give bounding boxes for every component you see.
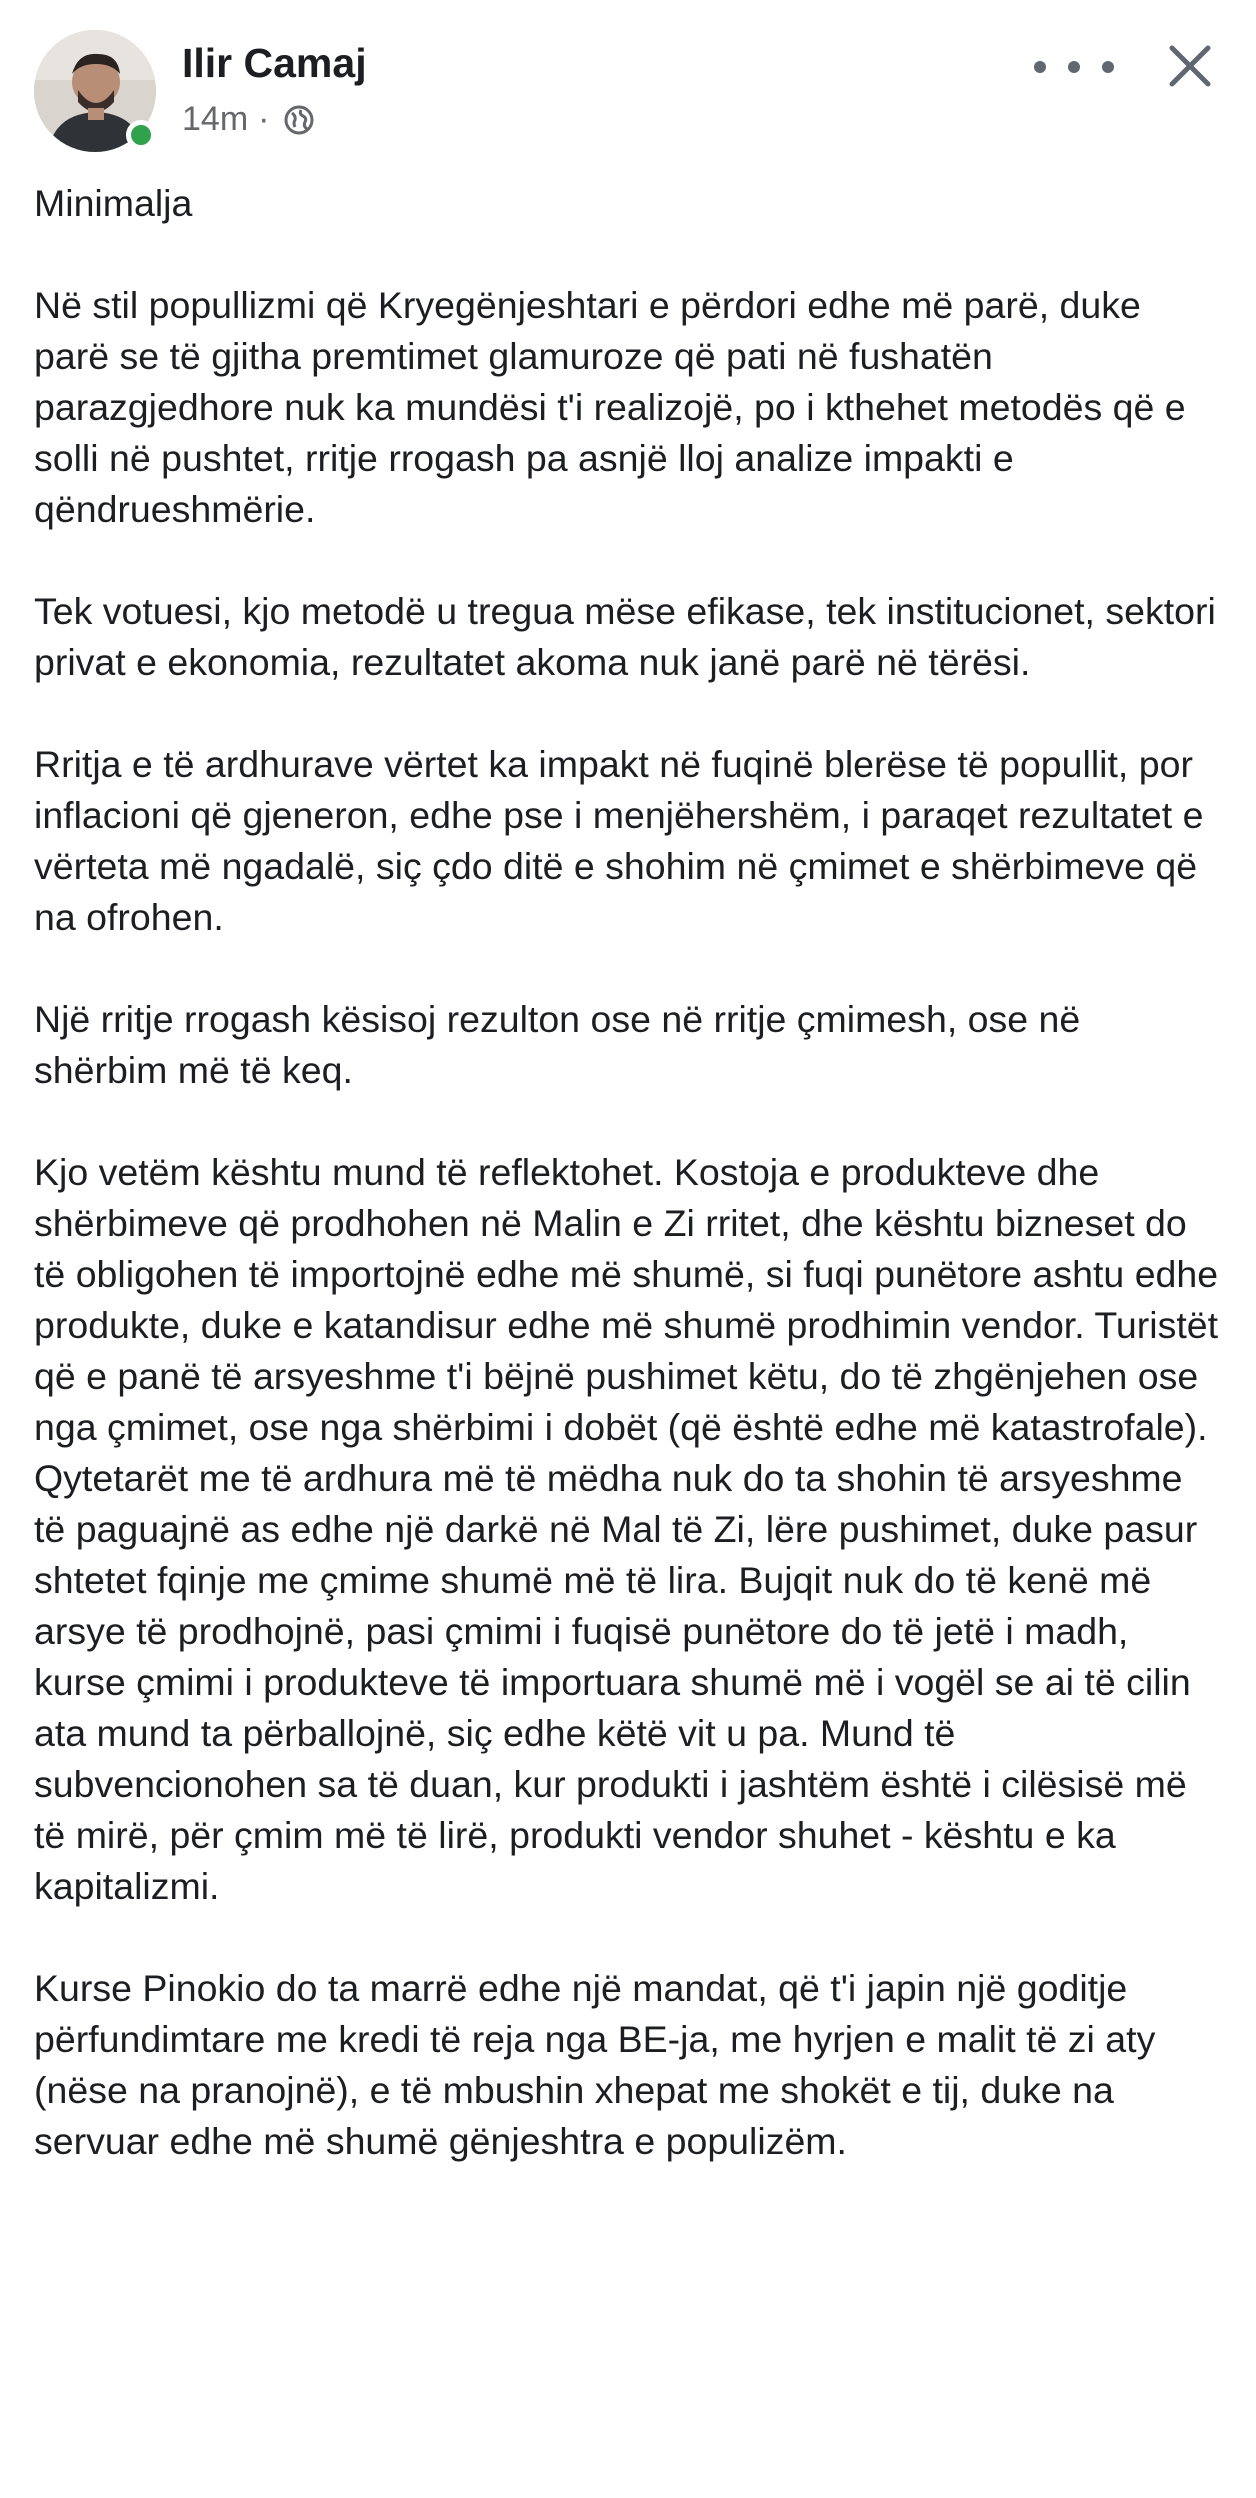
- post-paragraph: Kjo vetëm kështu mund të reflektohet. Kostoja e produkteve dhe shërbimeve që prodhohen në Malin e Zi rritet, dhe kështu bizneset do të obligohen të importojnë edhe më shumë, si fuqi punëtore ashtu edhe produkte, duke e katandisur edhe më shumë prodhimin vendor. Turistët që e panë të arsyeshme t'i bëjnë pushimet këtu, do të zhgënjehen ose nga çmimet, ose nga shërbimi i dobët (që është edhe më katastrofale). Qytetarët me të ardhura më të mëdha nuk do ta shohin të arsyeshme të paguajnë as edhe një darkë në Mal të Zi, lëre pushimet, duke pasur shtetet fqinje me çmime shumë më të lira. Bujqit nuk do të kenë më arsye të prodhojnë, pasi çmimi i fuqisë punëtore do të jetë i madh, kurse çmimi i produkteve të importuara shumë më i vogël se ai të cilin ata mund ta përballojnë, siç edhe këtë vit u pa. Mund të subvencionohen sa të duan, kur produkti i jashtëm është i cilësisë më të mirë, për çmim më të lirë, produkti vendor shuhet - kështu e ka kapitalizmi.: [34, 1151, 1219, 1907]
- avatar[interactable]: [34, 30, 156, 152]
- more-dot: [1068, 61, 1080, 73]
- author-name[interactable]: Ilir Camaj: [182, 40, 367, 86]
- post-header: [0, 0, 1256, 170]
- post-paragraph: Rritja e të ardhurave vërtet ka impakt në fuqinë blerëse të popullit, por inflacioni që gjeneron, edhe pse i menjëhershëm, i paraqet rezultatet e vërteta më ngadalë, siç çdo ditë e shohim në çmimet e shërbimeve që na ofrohen.: [34, 743, 1204, 938]
- post-paragraph: Një rritje rrogash kësisoj rezulton ose në rritje çmimesh, ose në shërbim më të keq.: [34, 998, 1081, 1091]
- post-time[interactable]: 14m: [182, 100, 249, 138]
- online-status-dot: [126, 120, 156, 150]
- more-dot: [1034, 61, 1046, 73]
- post-text: [34, 178, 1224, 2218]
- post-meta: [182, 100, 315, 139]
- more-dot: [1102, 61, 1114, 73]
- post-paragraph: Në stil popullizmi që Kryegënjeshtari e përdori edhe më parë, duke parë se të gjitha premtimet glamuroze që pati në fushatën parazgjedhore nuk ka mundësi t'i realizojë, po i kthehet metodës që e solli në pushtet, rritje rrogash pa asnjë lloj analize impakti e qëndrueshmërie.: [34, 284, 1186, 530]
- more-options-icon[interactable]: [1034, 52, 1114, 82]
- meta-separator: ·: [258, 100, 270, 138]
- globe-icon[interactable]: [283, 104, 315, 136]
- close-icon[interactable]: [1160, 36, 1220, 96]
- post-paragraph: Kurse Pinokio do ta marrë edhe një mandat, që t'i japin një goditje përfundimtare me kredi të reja nga BE-ja, me hyrjen e malit të zi aty (nëse na pranojnë), e të mbushin xhepat me shokët e tij, duke na servuar edhe më shumë gënjeshtra e populizëm.: [34, 1967, 1156, 2162]
- post-paragraph: Tek votuesi, kjo metodë u tregua mëse efikase, tek institucionet, sektori privat e ekonomia, rezultatet akoma nuk janë parë në tërësi.: [34, 590, 1216, 683]
- post-paragraph-title: Minimalja: [34, 182, 193, 224]
